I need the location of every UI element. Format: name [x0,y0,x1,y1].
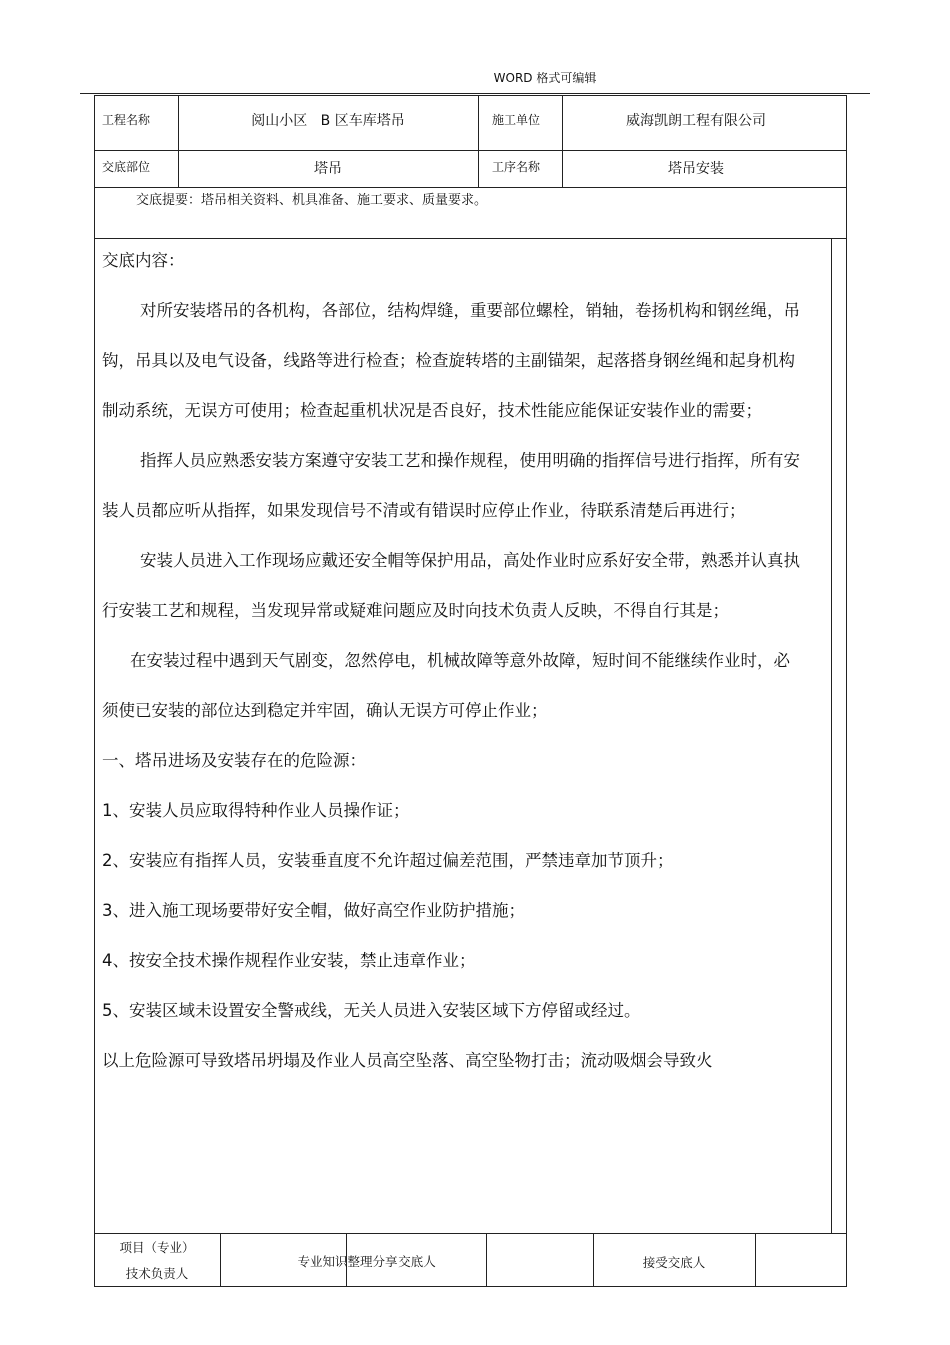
row-divider-2 [94,187,847,188]
project-name-label: 工程名称 [102,113,151,127]
content-right-border [831,238,832,1233]
content-paragraph: 安装人员进入工作现场应戴还安全帽等保护用品，高处作业时应系好安全带，熟悉并认真执行安装工艺和规程，当发现异常或疑难问题应及时向技术负责人反映，不得自行其是； [102,551,800,620]
watermark-text: 专业知识整理分享 [297,1254,398,1269]
disclosure-content [102,236,802,1086]
row-divider-1 [94,150,847,151]
location-value: 塔吊 [314,161,342,177]
content-paragraph: 对所安装塔吊的各机构，各部位，结构焊缝，重要部位螺栓，销轴，卷扬机构和钢丝绳，吊钩，吊具以及电气设备，线路等进行检查；检查旋转塔的主副锚架，起落搭身钢丝绳和起身机构制动系统，无误方可使用；检查起重机状况是否良好，技术性能应能保证安装作业的需要； [102,301,800,420]
content-paragraph: 在安装过程中遇到天气剧变，忽然停电，机械故障等意外故障，短时间不能继续作业时，必须使已安装的部位达到稳定并牢固，确认无误方可停止作业； [102,651,790,720]
header-note: WORD 格式可编辑 [493,71,597,85]
tech-lead-label-line1: 项目（专业） [119,1240,195,1255]
process-label: 工序名称 [492,160,541,174]
footer-divider-3 [486,1233,487,1287]
receiver-label: 接受交底人 [642,1255,706,1270]
contractor-value: 威海凯朗工程有限公司 [626,113,766,129]
hazard-item: 5、安装区域未设置安全警戒线，无关人员进入安装区域下方停留或经过。 [102,1001,641,1020]
tech-lead-label-line2: 技术负责人 [125,1266,189,1281]
top-rule [80,93,870,94]
disclosure-summary: 交底提要：塔吊相关资料、机具准备、施工要求、质量要求。 [136,193,488,208]
footer-divider-5 [755,1233,756,1287]
content-paragraph: 指挥人员应熟悉安装方案遵守安装工艺和操作规程，使用明确的指挥信号进行指挥，所有安装人员都应听从指挥，如果发现信号不清或有错误时应停止作业，待联系清楚后再进行； [102,451,800,520]
discloser-label: 交底人 [398,1254,436,1269]
hazard-conclusion: 以上危险源可导致塔吊坍塌及作业人员高空坠落、高空坠物打击；流动吸烟会导致火 [102,1051,713,1070]
content-heading: 交底内容： [102,251,185,270]
hazard-heading: 一、塔吊进场及安装存在的危险源： [102,751,366,770]
process-value: 塔吊安装 [668,161,724,177]
col-divider-2 [478,95,479,187]
row-divider-footer [94,1233,847,1234]
hazard-item: 4、按安全技术操作规程作业安装，禁止违章作业； [102,951,476,970]
hazard-item: 3、进入施工现场要带好安全帽，做好高空作业防护措施； [102,901,525,920]
hazard-item: 2、安装应有指挥人员，安装垂直度不允许超过偏差范围，严禁违章加节顶升； [102,851,674,870]
hazard-item: 1、安装人员应取得特种作业人员操作证； [102,801,410,820]
contractor-label: 施工单位 [492,113,541,127]
footer-divider-1 [220,1233,221,1287]
project-name-value: 阅山小区 B 区车库塔吊 [251,113,405,129]
location-label: 交底部位 [102,160,151,174]
